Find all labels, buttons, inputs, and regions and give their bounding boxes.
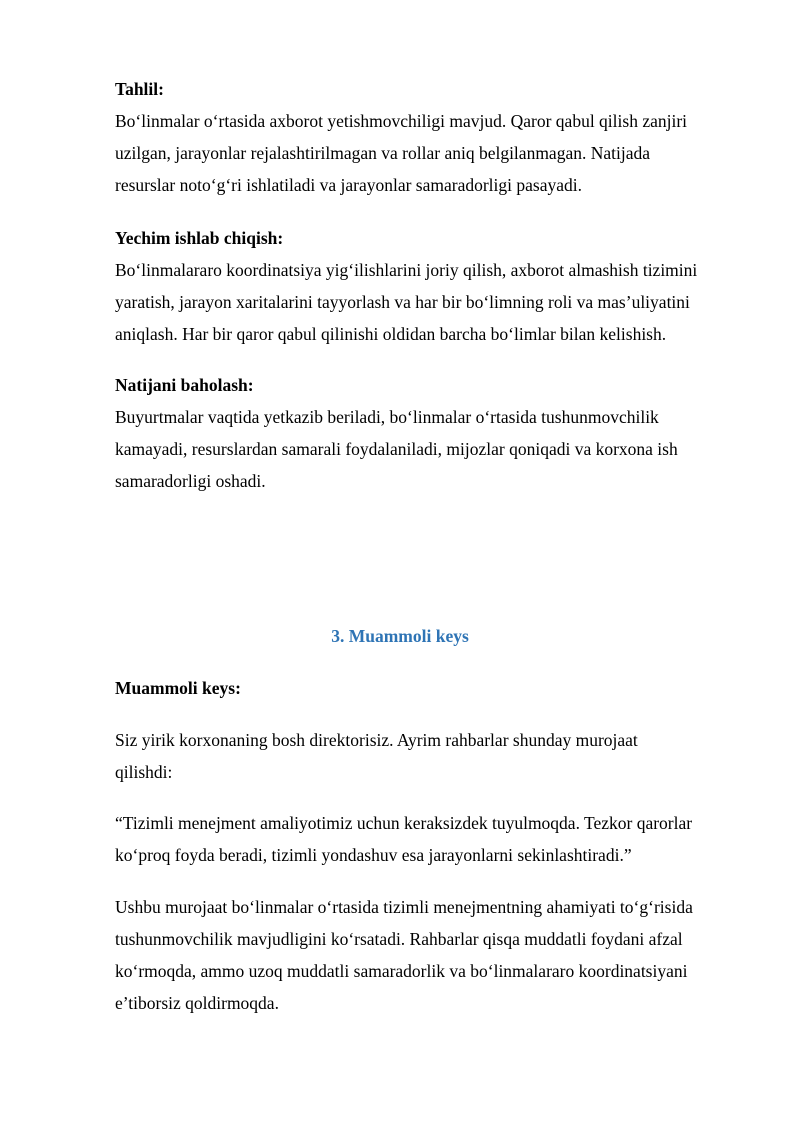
text-line: aniqlash. Har bir qaror qabul qilinishi oldidan barcha bo‘limlar bilan kelishish. [115,324,667,344]
text-line: e’tiborsiz qoldirmoqda. [115,993,279,1013]
text-line: Bo‘linmalararo koordinatsiya yig‘ilishlarini joriy qilish, axborot almashish tizimini [115,260,698,280]
text-line: “Tizimli menejment amaliyotimiz uchun keraksizdek tuyulmoqda. Tezkor qarorlar [115,813,693,833]
natija-section [115,369,755,497]
text-line: yaratish, jarayon xaritalarini tayyorlash va har bir bo‘limning roli va mas’uliyatini [115,292,690,312]
text-line: Ushbu murojaat bo‘linmalar o‘rtasida tizimli menejmentning ahamiyati to‘g‘risida [115,897,693,917]
section-title: 3. Muammoli keys [331,626,469,646]
natija-paragraph [115,401,755,497]
tahlil-section [115,73,755,201]
natija-heading: Natijani baholash: [115,375,254,395]
text-line: samaradorligi oshadi. [115,471,266,491]
text-line: Siz yirik korxonaning bosh direktorisiz. Ayrim rahbarlar shunday murojaat [115,730,638,750]
tahlil-paragraph [115,105,755,201]
tahlil-heading: Tahlil: [115,79,164,99]
keys-intro-paragraph [115,724,755,788]
keys-analysis-block [115,891,755,1019]
keys-intro-block [115,724,755,788]
text-line: Bo‘linmalar o‘rtasida axborot yetishmovchiligi mavjud. Qaror qabul qilish zanjiri [115,111,688,131]
text-line: Buyurtmalar vaqtida yetkazib beriladi, bo‘linmalar o‘rtasida tushunmovchilik [115,407,659,427]
text-line: ko‘proq foyda beradi, tizimli yondashuv esa jarayonlarni sekinlashtiradi.” [115,845,632,865]
keys-analysis-paragraph [115,891,755,1019]
text-line: tushunmovchilik mavjudligini ko‘rsatadi. Rahbarlar qisqa muddatli foydani afzal [115,929,683,949]
text-line: uzilgan, jarayonlar rejalashtirilmagan va rollar aniq belgilanmagan. Natijada [115,143,650,163]
yechim-paragraph [115,254,755,350]
text-line: ko‘rmoqda, ammo uzoq muddatli samaradorlik va bo‘linmalararo koordinatsiyani [115,961,688,981]
keys-heading-block [115,672,755,704]
yechim-heading: Yechim ishlab chiqish: [115,228,284,248]
text-line: kamayadi, resurslardan samarali foydalaniladi, mijozlar qoniqadi va korxona ish [115,439,678,459]
text-line: qilishdi: [115,762,173,782]
keys-quote-paragraph [115,807,755,871]
keys-heading: Muammoli keys: [115,678,241,698]
yechim-section [115,222,755,350]
text-line: resurslar noto‘g‘ri ishlatiladi va jarayonlar samaradorligi pasayadi. [115,175,582,195]
keys-quote-block [115,807,755,871]
